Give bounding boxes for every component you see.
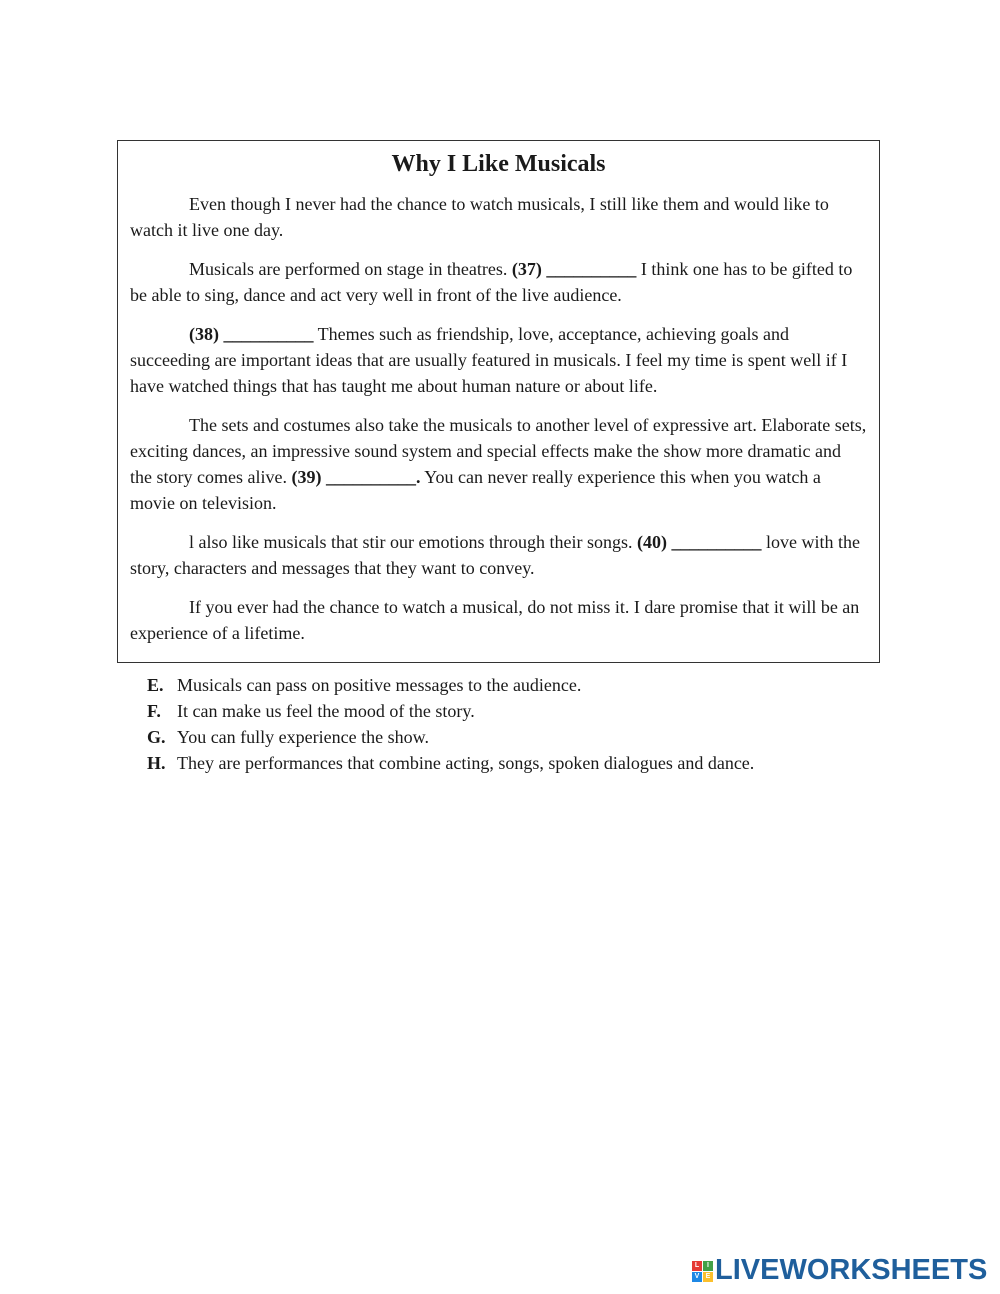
passage-box [117, 140, 880, 663]
question-number-40: (40) [636, 532, 667, 552]
liveworksheets-logo[interactable] [692, 1255, 987, 1285]
option-letter: G. [147, 727, 166, 747]
paragraph-1 [130, 191, 867, 243]
paragraph-3 [130, 321, 867, 399]
paragraph-4 [130, 412, 867, 516]
question-number-37: (37) [511, 259, 542, 279]
paragraph-text: love with the story, characters and messages that they want to convey. [130, 532, 860, 578]
question-number-39: (39) [291, 467, 322, 487]
logo-mark-cell: V [692, 1272, 702, 1282]
paragraph-text: If you ever had the chance to watch a musical, do not miss it. I dare promise that it will be an experience of a lifetime. [130, 597, 860, 643]
paragraph-text: You can never really experience this when you watch a movie on television. [130, 467, 821, 513]
paragraph-6 [130, 594, 867, 646]
option-e [147, 672, 907, 698]
answer-blank-37[interactable]: __________ [546, 259, 637, 279]
option-text: They are performances that combine acting, songs, spoken dialogues and dance. [177, 753, 755, 773]
logo-mark-cell: I [703, 1261, 713, 1271]
option-text: It can make us feel the mood of the story. [177, 701, 475, 721]
paragraph-text: Even though I never had the chance to watch musicals, I still like them and would like to watch it live one day. [130, 194, 829, 240]
option-letter: H. [147, 753, 166, 773]
paragraph-text: Themes such as friendship, love, acceptance, achieving goals and succeeding are important ideas that are usually featured in musicals. I feel my time is spent well if I have watched things that has taught me about human nature or about life. [130, 324, 848, 396]
paragraph-5 [130, 529, 867, 581]
answer-blank-38[interactable]: __________ [223, 324, 314, 344]
option-text: You can fully experience the show. [177, 727, 429, 747]
paragraph-2 [130, 256, 867, 308]
option-g [147, 724, 907, 750]
option-text: Musicals can pass on positive messages to the audience. [177, 675, 582, 695]
logo-mark-cell: E [703, 1272, 713, 1282]
logo-text: LIVEWORKSHEETS [715, 1254, 988, 1286]
paragraph-text: Musicals are performed on stage in theatres. [189, 259, 512, 279]
paragraph-text: I think one has to be gifted to be able to sing, dance and act very well in front of the live audience. [130, 259, 853, 305]
logo-mark-icon [692, 1261, 713, 1282]
paragraph-text: The sets and costumes also take the musicals to another level of expressive art. Elaborate sets, exciting dances, an impressive sound system and special effects make the show more dramatic and the story comes alive. [130, 415, 867, 487]
logo-mark-cell: L [692, 1261, 702, 1271]
answer-blank-40[interactable]: __________ [671, 532, 762, 552]
passage-title: Why I Like Musicals [391, 151, 606, 177]
question-number-38: (38) [189, 324, 219, 344]
option-letter: E. [147, 675, 164, 695]
option-h [147, 750, 907, 776]
answer-blank-39[interactable]: __________. [325, 467, 421, 487]
option-f [147, 698, 907, 724]
paragraph-text: l also like musicals that stir our emotions through their songs. [189, 532, 637, 552]
answer-options [147, 672, 907, 776]
option-letter: F. [147, 701, 161, 721]
